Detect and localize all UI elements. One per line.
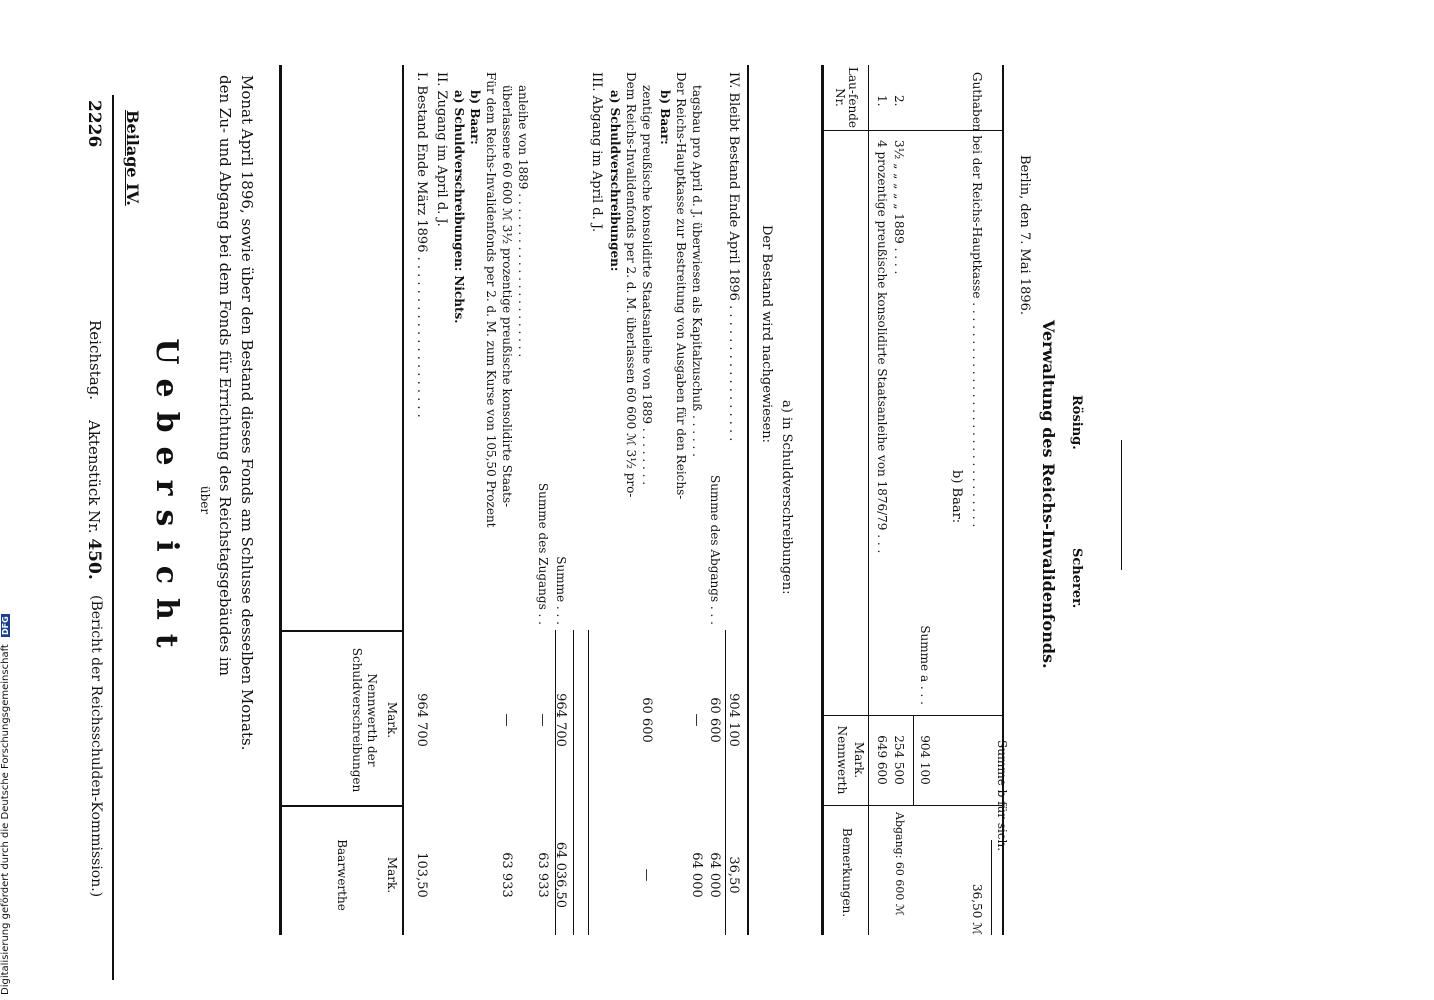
page-title: Uebersicht [149,338,184,662]
row-bestand-april-label: IV. Bleibt Bestand Ende April 1896 . . . . . . . . . . . . . . . . . [726,72,741,442]
dfg-logo-icon: DFG [1,616,10,635]
row-abgang-summe-label: Summe des Abgangs . . . [708,474,722,625]
row-abgang-b-nennwerth: — [689,713,704,727]
signature-roesing: Rösing. [1069,395,1084,450]
table2-col-bemerkungen-header: Bemerkungen. [840,827,854,918]
row-abgang-a-text-1: Dem Reichs-Invalidenfonds per 2. d. M. überlassen 60 600 ℳ 3½ pro- [624,72,638,498]
aktenstueck-label [84,420,104,580]
row-bestand-maerz-baar: 103,50 [414,852,429,898]
header-rule [112,95,114,980]
table1-col-nennwerth-header: Nennwerth der Schuldverschreibungen [350,647,379,793]
aktenstueck-number: 450. [84,538,104,580]
verwaltung-heading: Verwaltung des Reichs-Invalidenfonds. [1039,320,1058,669]
table2-row-1-value: 649 600 [875,735,889,785]
publication-name: Reichstag. [86,320,104,401]
table2-row-2-value: 254 500 [892,735,906,785]
row-zugang-label: II. Zugang im April d. J. [434,72,449,227]
table2-bemerkung: Abgang: 60 600 ℳ [893,812,906,916]
row-zugang-summe-label: Summe des Zugangs . . [536,482,550,625]
table1-summe-bottom-rule [588,630,589,935]
beilage-label: Beilage IV. [123,110,142,206]
subtitle-line-1: den Zu- und Abgang bei dem Fonds für Errichtung des Reichstagsgebäudes im [216,75,234,677]
credit-sidebar [0,600,18,995]
bericht-label: (Bericht der Reichsschulden-Kommission.) [88,595,104,898]
row-abgang-summe-baar: 64 000 [707,852,722,898]
table1-col-divider-2 [279,805,404,807]
summe-b-label: Summe b für sich. [995,740,1009,852]
row-zugang-b-text-1: Für dem Reichs-Invalidenfonds per 2. d. M. zum Kurse von 105,50 Prozent [484,72,498,528]
table2-summe-value: 904 100 [918,735,932,785]
row-bestand-april-baar: 36,50 [726,856,741,894]
signature-scherer: Scherer. [1069,548,1084,609]
row-abgang-a-nennwerth: 60 600 [639,697,654,743]
row-abgang-a-baar: — [639,868,654,882]
subtitle-line-2: Monat April 1896, sowie über den Bestand dieses Fonds am Schlusse desselben Monats. [238,75,256,751]
table2-row-2-text: 3½ „ „ „ „ „ 1889 . . . . [892,140,906,275]
table1-col-nennwerth-unit: Mark. [385,701,399,739]
aktenstueck-prefix: Aktenstück Nr. [85,420,103,534]
page-number: 2226 [84,100,104,148]
guthaben-rule [991,840,992,935]
guthaben-value: 36,50 ℳ [970,884,984,935]
credit-text: Digitalisierung gefördert durch die Deutsche Forschungsgemeinschaft [0,644,11,995]
nachweis-a-heading: a) in Schuldverschreibungen: [779,400,794,595]
row-zugang-a-label: a) Schuldverschreibungen: Nichts. [452,90,466,324]
row-zugang-b-baar: 63 933 [499,852,514,898]
table1-summe-rule [573,630,574,935]
row-zugang-b-text-2: überlassene 60 600 ℳ 3½ prozentige preußische konsolidirte Staats- [500,85,514,508]
row-zugang-b-nennwerth: — [499,713,514,727]
footer-rule [1121,440,1122,570]
table2-header-rule [868,65,869,935]
table2-row-2-nr: 2. [892,95,906,107]
table2-row-1-text: 4 prozentige preußische konsolidirte Staatsanleihe von 1876/79 . . . [875,140,889,554]
row-summe-baar: 64 036,50 [553,841,568,909]
row-zugang-b-label: b) Baar: [468,90,482,145]
nachweis-heading: Der Bestand wird nachgewiesen: [759,225,774,444]
row-abgang-summe-nennwerth: 60 600 [707,697,722,743]
table2-row-1-nr: 1. [875,95,889,107]
credit-text-line [0,600,11,995]
table2-col-lfd-header: Lau-fende Nr. [833,67,860,128]
table2-col-divider-2 [824,715,1004,716]
row-zugang-summe-nennwerth: — [535,713,550,727]
table2-summe-rule [913,715,914,805]
table1-col-baar-header: Baarwerthe [335,839,349,911]
row-abgang-a-label: a) Schuldverschreibungen: [608,90,622,272]
table1-col-baar-unit: Mark. [385,856,399,894]
subtitle-ueber: über [198,485,212,515]
table1-header-rule [402,65,404,935]
table2-col-divider-3 [824,805,1004,806]
table1-col-divider-1 [279,630,404,632]
row-bestand-april-nennwerth: 904 100 [726,693,741,747]
table1-bottom-rule [747,65,749,935]
row-abgang-label: III. Abgang im April d. J. [589,72,604,233]
row-summe-nennwerth: 964 700 [553,693,568,747]
row-abgang-b-text-1: Der Reichs-Hauptkasse zur Bestreitung von Ausgaben für den Reichs- [674,72,688,500]
row-abgang-a-text-2: zentige preußische konsolidirte Staatsanleihe von 1889 . . . . . . . . [640,85,654,486]
ort-datum: Berlin, den 7. Mai 1896. [1017,155,1032,316]
row-abgang-b-label: b) Baar: [658,90,672,145]
table2-col-nennwerth-unit: Mark. [852,741,866,779]
row-abgang-b-text-2: tagsbau pro April d. J. überwiesen als Kapitalzuschuß . . . . . . [690,85,704,457]
row-summe-label: Summe . . . [554,556,568,625]
nachweis-b-heading: b) Baar: [949,470,964,524]
table2-col-nennwerth-header: Nennwerth [835,725,849,795]
row-zugang-b-text-3: anleihe von 1889 . . . . . . . . . . . . . . . . . . . . . . [516,85,530,358]
table2-summe-label: Summe a . . . [918,625,932,705]
guthaben-label: Guthaben bei der Reichs-Hauptkasse . . . . . . . . . . . . . . . . . . . . . . . . . . . . . . [970,72,984,528]
row-bestand-maerz-nennwerth: 964 700 [414,693,429,747]
row-zugang-summe-baar: 63 933 [535,852,550,898]
row-abgang-b-baar: 64 000 [689,852,704,898]
row-bestand-maerz-label: I. Bestand Ende März 1896 . . . . . . . . . . . . . . . . . . . . [414,72,429,418]
